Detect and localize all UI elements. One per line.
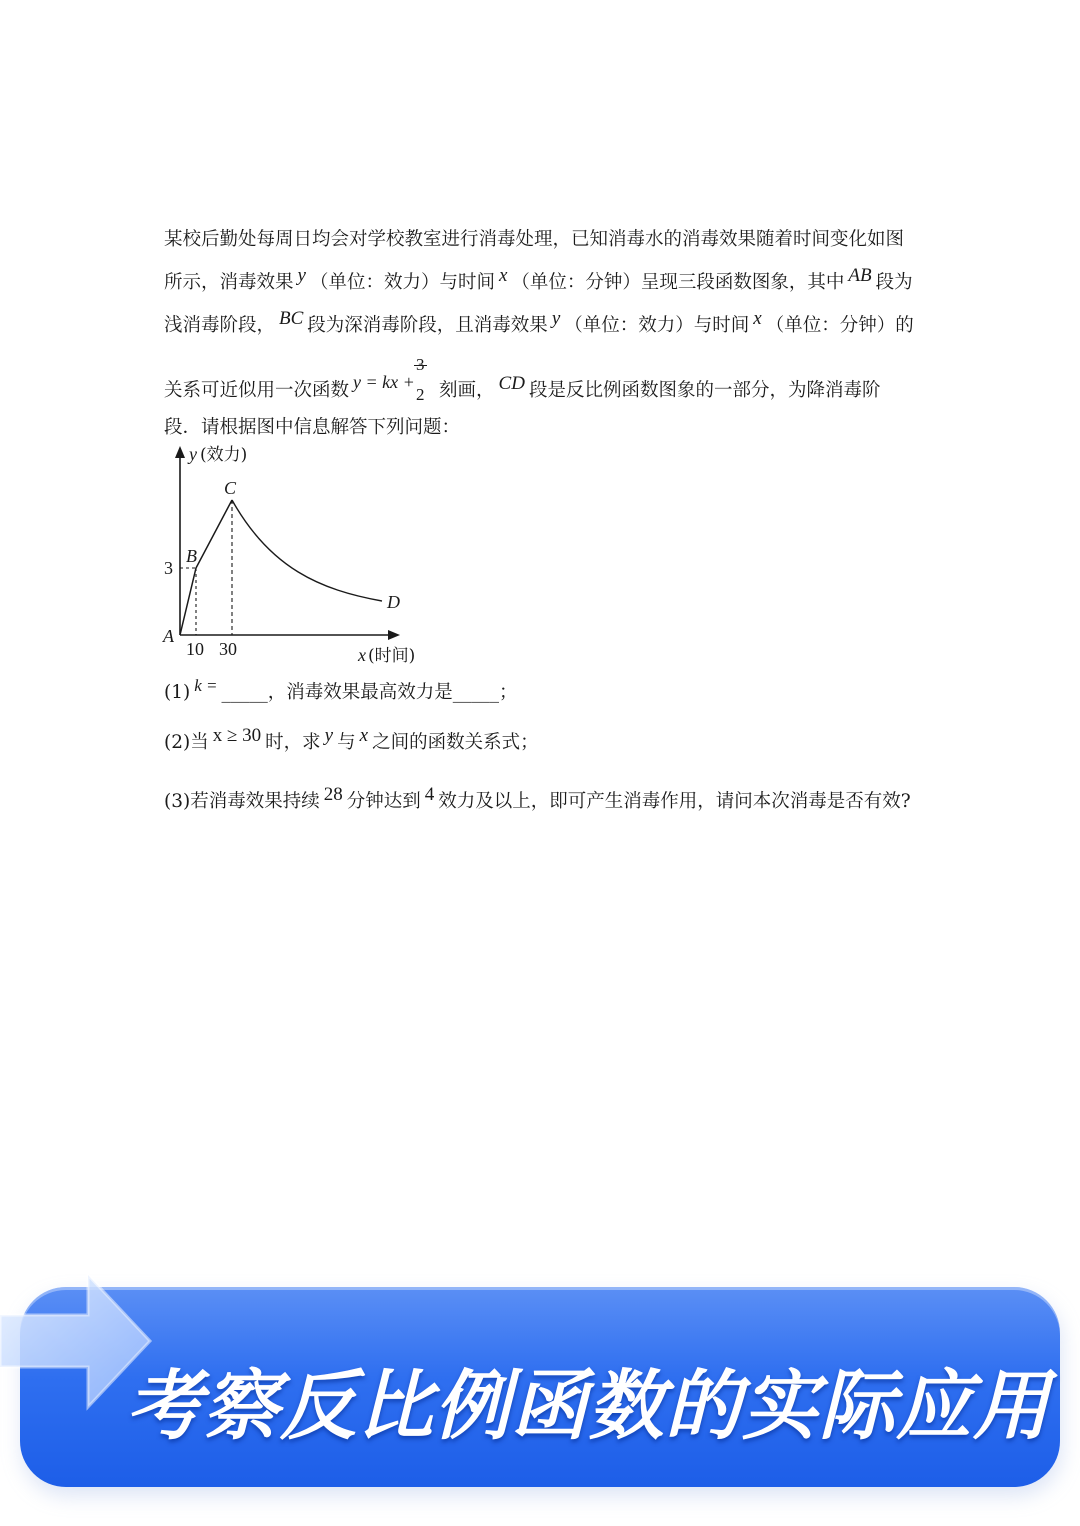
math-variable-y: y (551, 308, 561, 329)
x-axis-unit: (时间) (368, 646, 416, 666)
problem-text: 段．请根据图中信息解答下列问题： (164, 417, 461, 438)
point-label-c: C (224, 478, 237, 498)
math-segment-bc: BC (279, 308, 304, 329)
question-text: 时，求 (265, 732, 321, 753)
question-text: 与 (337, 732, 356, 753)
x-axis-variable: x (358, 645, 366, 665)
problem-text: （单位：分钟）呈现三段函数图象，其中 (511, 272, 845, 293)
math-variable-x: x (498, 265, 508, 286)
question-text: 效力及以上，即可产生消毒作用，请问本次消毒是否有效? (438, 791, 911, 812)
problem-statement (164, 218, 924, 449)
y-axis-unit: (效力) (200, 445, 248, 465)
x-tick-label: 10 (186, 639, 204, 659)
curve-cd (232, 500, 382, 601)
problem-text: 关系可近似用一次函数 (164, 380, 350, 401)
formula-lhs: y = kx + (353, 372, 415, 392)
x-axis-arrow-icon (388, 630, 400, 640)
math-condition: x ≥ 30 (212, 725, 262, 746)
problem-text: （单位：效力）与时间 (309, 272, 495, 293)
fraction-denominator: 2 (416, 385, 425, 404)
problem-text: 段为深消毒阶段，且消毒效果 (307, 315, 548, 336)
question-text: _____，消毒效果最高效力是_____； (221, 682, 518, 703)
math-variable-x: x (753, 308, 762, 329)
problem-text: （单位：效力）与时间 (564, 315, 750, 336)
math-segment-ab: AB (848, 265, 872, 286)
point-label-a: A (163, 626, 174, 646)
y-tick-label: 3 (164, 558, 173, 578)
problem-line-3 (164, 304, 924, 347)
linear-formula (353, 355, 435, 412)
question-number: (1) (164, 682, 191, 703)
math-variable-y: y (297, 265, 306, 286)
math-variable-x: x (359, 725, 369, 746)
x-tick-label: 30 (219, 639, 237, 659)
problem-text: 所示，消毒效果 (164, 272, 294, 293)
math-segment-cd: CD (498, 373, 525, 394)
question-text: 之间的函数关系式； (372, 732, 539, 753)
fraction-bar (414, 365, 427, 366)
function-graph (160, 440, 450, 670)
math-variable-k: k = (194, 676, 218, 695)
question-text: 分钟达到 (346, 791, 421, 812)
problem-text: （单位：分钟）的 (765, 315, 914, 336)
problem-line-2 (164, 261, 924, 304)
y-axis-variable: y (189, 444, 197, 464)
question-text: (3)若消毒效果持续 (164, 791, 320, 812)
problem-text: 段是反比例函数图象的一部分，为降消毒阶 (528, 380, 881, 401)
problem-text: 刻画， (439, 380, 495, 401)
problem-text: 某校后勤处每周日均会对学校教室进行消毒处理，已知消毒水的消毒效果随着时间变化如图 (164, 229, 905, 250)
fraction-numerator: 3 (416, 355, 425, 374)
point-label-b: B (186, 546, 197, 566)
banner-title: 考察反比例函数的实际应用 (126, 1361, 1050, 1450)
question-1 (164, 678, 518, 704)
question-3 (164, 784, 911, 813)
problem-text: 浅消毒阶段， (164, 315, 276, 336)
problem-line-1 (164, 218, 924, 261)
math-number: 4 (424, 784, 435, 805)
problem-text: 段为 (875, 272, 913, 293)
y-axis-arrow-icon (175, 446, 185, 458)
math-variable-y: y (324, 725, 334, 746)
question-2 (164, 725, 539, 754)
math-number: 28 (323, 784, 343, 805)
point-label-d: D (387, 592, 400, 612)
question-text: (2)当 (164, 732, 209, 753)
